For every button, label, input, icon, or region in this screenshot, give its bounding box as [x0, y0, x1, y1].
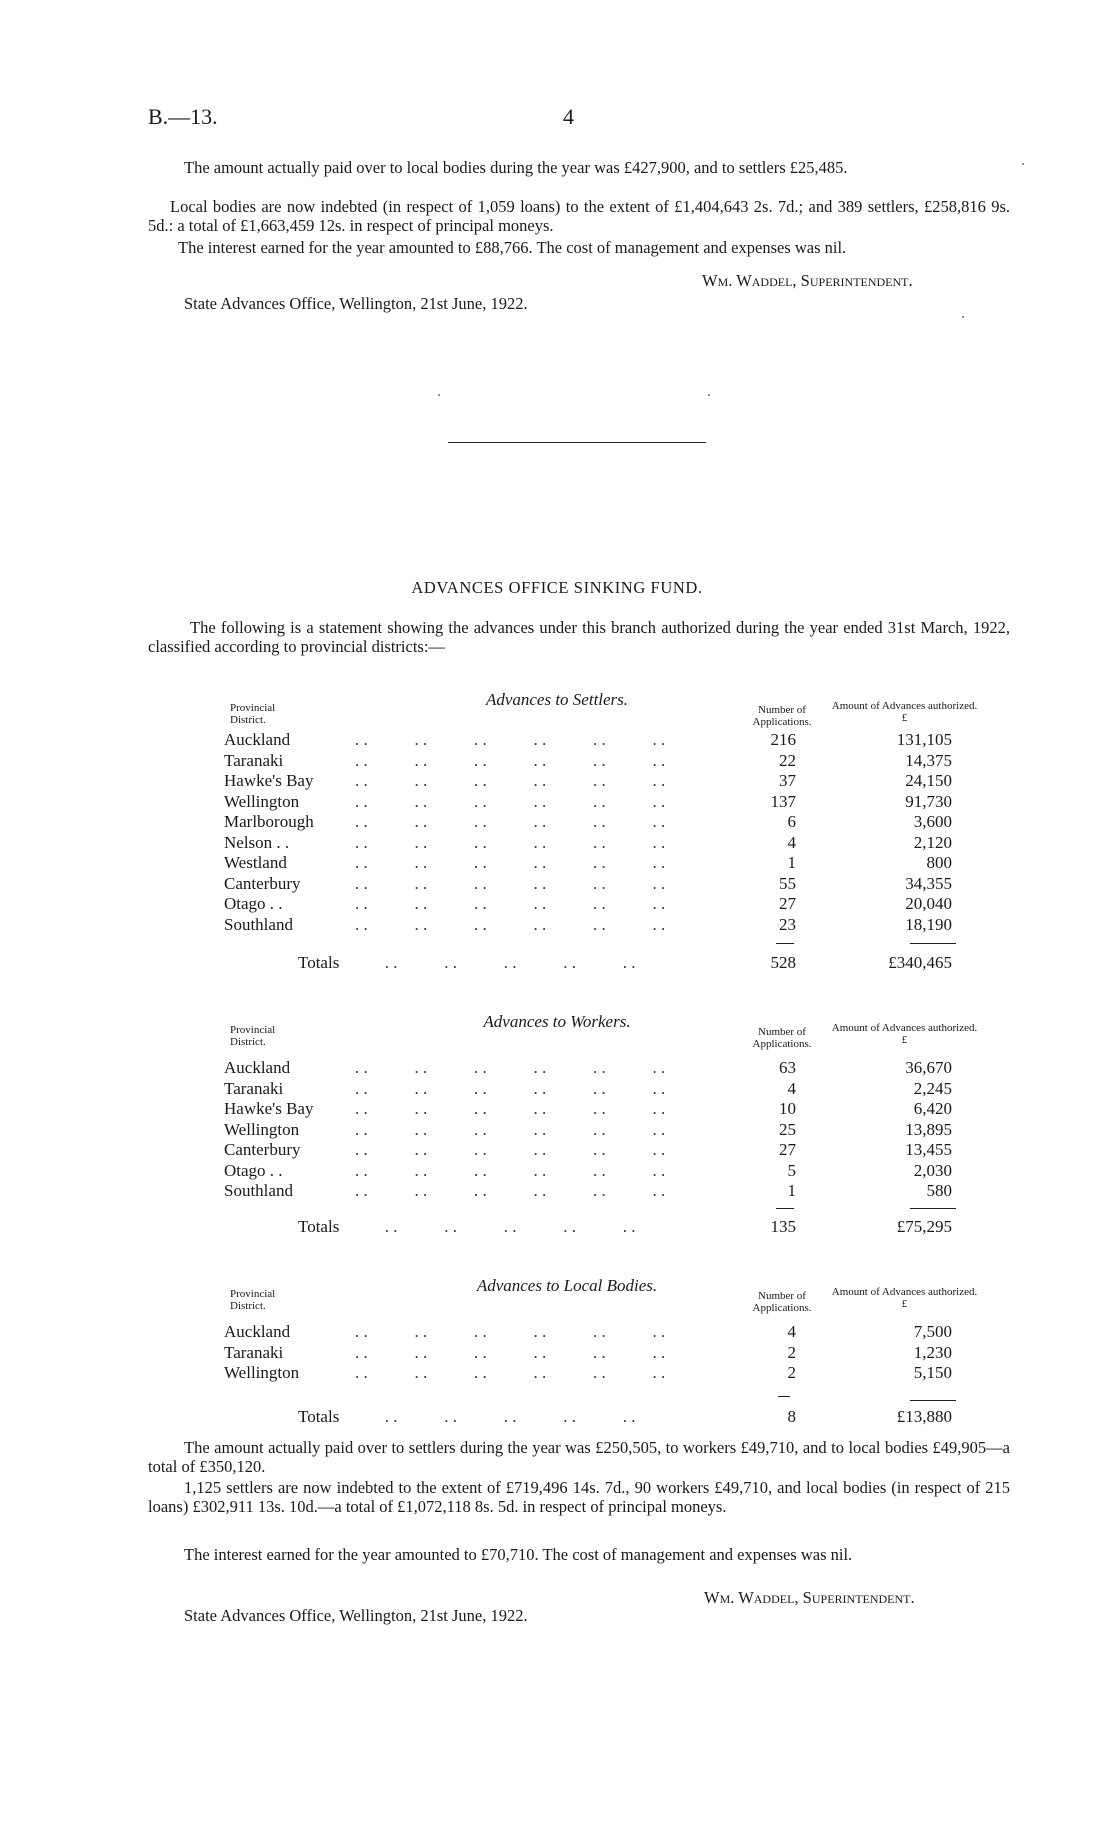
district-name: Taranaki — [224, 1078, 284, 1098]
district-name: Auckland — [224, 1322, 291, 1341]
district-name: Otago . . — [224, 894, 283, 913]
application-count: 27 — [779, 1140, 796, 1159]
section-divider — [448, 442, 706, 443]
totals-number: 8 — [787, 1407, 796, 1426]
application-count: 6 — [787, 812, 796, 831]
application-count: 137 — [770, 791, 796, 811]
paragraph-interest-earned: The interest earned for the year amounted to £88,766. The cost of management and expenses was nil. — [178, 238, 847, 257]
paragraph-paid-local-bodies: The amount actually paid over to local bodies during the year was £427,900, and to settlers £25,485. — [184, 158, 848, 177]
paragraph-interest-earned-bottom: The interest earned for the year amounted to £70,710. The cost of management and expenses was nil. — [184, 1545, 853, 1564]
totals-row: Totals . . . . . . . . . . 135 £75,295 — [298, 1217, 952, 1236]
district-name: Wellington — [224, 1363, 300, 1382]
application-count: 1 — [787, 1181, 796, 1200]
page-number: 4 — [563, 104, 574, 129]
column-header-amount — [827, 700, 982, 724]
total-rule-amount — [910, 943, 956, 944]
advance-amount: 13,895 — [905, 1119, 952, 1139]
totals-number: 528 — [770, 953, 796, 972]
table-settlers — [222, 690, 1002, 980]
district-name: Wellington — [224, 1119, 300, 1139]
totals-label: Totals — [298, 1407, 340, 1426]
currency-symbol: £ — [901, 1298, 908, 1310]
table-row: Auckland . . . . . . . . . . . . 63 36,670 — [224, 1058, 952, 1077]
district-name: Canterbury — [224, 873, 301, 893]
district-name: Westland — [224, 853, 287, 872]
district-name: Marlborough — [224, 812, 314, 831]
table-row: Canterbury . . . . . . . . . . . . 55 34,355 — [224, 873, 952, 893]
speck — [438, 394, 440, 396]
column-header-number: Number of Applications. — [752, 1290, 812, 1314]
advance-amount: 6,420 — [913, 1099, 952, 1118]
application-count: 10 — [779, 1099, 796, 1118]
advance-amount: 34,355 — [905, 873, 952, 893]
totals-label: Totals — [298, 1217, 340, 1236]
table-row: Westland . . . . . . . . . . . . 1 800 — [224, 853, 952, 872]
application-count: 63 — [779, 1058, 796, 1077]
table-row: Wellington . . . . . . . . . . . . 2 5,150 — [224, 1363, 952, 1382]
total-rule-number — [778, 1396, 790, 1397]
table-row: Southland . . . . . . . . . . . . 1 580 — [224, 1181, 952, 1200]
application-count: 25 — [779, 1119, 796, 1139]
speck — [962, 316, 964, 318]
advance-amount: 36,670 — [905, 1058, 952, 1077]
column-header-amount — [827, 1286, 982, 1310]
advance-amount: 18,190 — [905, 914, 952, 934]
advance-amount: 91,730 — [905, 791, 952, 811]
application-count: 4 — [787, 1322, 796, 1341]
table-row: Auckland . . . . . . . . . . . . 4 7,500 — [224, 1322, 952, 1341]
advance-amount: 14,375 — [905, 750, 952, 770]
advance-amount: 20,040 — [905, 894, 952, 913]
total-rule-number — [776, 943, 794, 944]
table-row: Hawke's Bay . . . . . . . . . . . . 37 24,150 — [224, 771, 952, 790]
paragraph-paid-settlers: The amount actually paid over to settlers during the year was £250,505, to workers £49,710, and to local bodies £49,905—a total of £350,120. — [148, 1438, 1010, 1476]
district-name: Otago . . — [224, 1160, 283, 1180]
advance-amount: 2,030 — [913, 1160, 952, 1180]
totals-amount: £13,880 — [896, 1407, 952, 1426]
paragraph-local-bodies-indebted: Local bodies are now indebted (in respect of 1,059 loans) to the extent of £1,404,643 2s. 7d.; and 389 settlers, £258,816 9s. 5d.: a total of £1,663,459 12s. in respect of principal moneys. — [148, 197, 1010, 235]
district-name: Nelson . . — [224, 832, 290, 852]
district-name: Taranaki — [224, 750, 284, 770]
totals-row: Totals . . . . . . . . . . 528 £340,465 — [298, 953, 952, 972]
advance-amount: 800 — [926, 853, 952, 872]
column-header-district: Provincial District. — [230, 1288, 276, 1312]
speck — [708, 394, 710, 396]
table-row: Otago . . . . . . . . . . . . . . 5 2,030 — [224, 1160, 952, 1180]
table-row: Taranaki . . . . . . . . . . . . 2 1,230 — [224, 1342, 952, 1362]
office-date: State Advances Office, Wellington, 21st June, 1922. — [184, 294, 528, 313]
table-row: Hawke's Bay . . . . . . . . . . . . 10 6,420 — [224, 1099, 952, 1118]
column-header-number: Number of Applications. — [752, 1026, 812, 1050]
column-header-district: Provincial District. — [230, 1024, 276, 1048]
column-header-amount-label: Amount of Advances authorized. — [831, 700, 978, 712]
table-row: Wellington . . . . . . . . . . . . 137 91,730 — [224, 791, 952, 811]
table-rows — [222, 1058, 1002, 1202]
table-row: Marlborough . . . . . . . . . . . . 6 3,600 — [224, 812, 952, 831]
table-rows — [222, 1322, 1002, 1384]
district-name: Canterbury — [224, 1140, 301, 1159]
advance-amount: 1,230 — [913, 1342, 952, 1362]
total-rule-number — [776, 1208, 794, 1209]
district-name: Wellington — [224, 791, 300, 811]
currency-symbol: £ — [901, 1034, 908, 1046]
signature: Wm. Waddel, Superintendent. — [702, 271, 913, 290]
total-rule-amount — [910, 1208, 956, 1209]
application-count: 216 — [770, 730, 796, 749]
application-count: 2 — [787, 1363, 796, 1382]
table-row: Canterbury . . . . . . . . . . . . 27 13,455 — [224, 1140, 952, 1159]
application-count: 4 — [787, 832, 796, 852]
table-local-bodies — [222, 1276, 1002, 1436]
totals-amount: £75,295 — [896, 1217, 952, 1236]
table-row: Southland . . . . . . . . . . . . 23 18,190 — [224, 914, 952, 934]
totals-number: 135 — [770, 1217, 796, 1236]
advance-amount: 7,500 — [913, 1322, 952, 1341]
application-count: 27 — [779, 894, 796, 913]
table-row: Auckland . . . . . . . . . . . . 216 131,105 — [224, 730, 952, 749]
signature-bottom: Wm. Waddel, Superintendent. — [704, 1588, 915, 1607]
advance-amount: 2,120 — [913, 832, 952, 852]
district-name: Auckland — [224, 1058, 291, 1077]
column-header-amount — [827, 1022, 982, 1046]
table-workers — [222, 1012, 1002, 1242]
section-intro: The following is a statement showing the advances under this branch authorized during the year ended 31st March, 1922, classified according to provincial districts:— — [148, 618, 1010, 656]
district-name: Southland — [224, 1181, 293, 1200]
advance-amount: 580 — [926, 1181, 952, 1200]
district-name: Southland — [224, 914, 293, 934]
office-date-bottom: State Advances Office, Wellington, 21st June, 1922. — [184, 1606, 528, 1625]
table-caption: Advances to Workers. — [483, 1012, 631, 1031]
table-caption: Advances to Local Bodies. — [476, 1276, 658, 1295]
column-header-number: Number of Applications. — [752, 704, 812, 728]
totals-row: Totals . . . . . . . . . . 8 £13,880 — [298, 1407, 952, 1426]
total-rule-amount — [910, 1400, 956, 1401]
advance-amount: 131,105 — [896, 730, 952, 749]
advance-amount: 24,150 — [905, 771, 952, 790]
totals-label: Totals — [298, 953, 340, 972]
column-header-amount-label: Amount of Advances authorized. — [831, 1286, 978, 1298]
application-count: 55 — [779, 873, 796, 893]
table-row: Nelson . . . . . . . . . . . . . . 4 2,120 — [224, 832, 952, 852]
table-row: Otago . . . . . . . . . . . . . . 27 20,040 — [224, 894, 952, 913]
table-row: Taranaki . . . . . . . . . . . . 4 2,245 — [224, 1078, 952, 1098]
table-rows — [222, 730, 1002, 935]
currency-symbol: £ — [901, 712, 908, 724]
application-count: 2 — [787, 1342, 796, 1362]
advance-amount: 2,245 — [913, 1078, 952, 1098]
application-count: 5 — [787, 1160, 796, 1180]
paragraph-settlers-indebted: 1,125 settlers are now indebted to the extent of £719,496 14s. 7d., 90 workers £49,710, and local bodies (in respect of 215 loans) £302,911 13s. 10d.—a total of £1,072,118 8s. 5d. in respect of principal moneys. — [148, 1478, 1010, 1516]
application-count: 37 — [779, 771, 796, 790]
application-count: 1 — [787, 853, 796, 872]
application-count: 22 — [779, 750, 796, 770]
column-header-amount-label: Amount of Advances authorized. — [831, 1022, 978, 1034]
table-caption: Advances to Settlers. — [485, 690, 629, 709]
advance-amount: 5,150 — [913, 1363, 952, 1382]
application-count: 23 — [779, 914, 796, 934]
advance-amount: 13,455 — [905, 1140, 952, 1159]
table-row: Taranaki . . . . . . . . . . . . 22 14,375 — [224, 750, 952, 770]
application-count: 4 — [787, 1078, 796, 1098]
table-row: Wellington . . . . . . . . . . . . 25 13,895 — [224, 1119, 952, 1139]
district-name: Taranaki — [224, 1342, 284, 1362]
column-header-district: Provincial District. — [230, 702, 276, 726]
section-title: ADVANCES OFFICE SINKING FUND. — [411, 578, 703, 597]
district-name: Auckland — [224, 730, 291, 749]
district-name: Hawke's Bay — [224, 1099, 314, 1118]
district-name: Hawke's Bay — [224, 771, 314, 790]
document-reference: B.—13. — [148, 104, 218, 129]
totals-amount: £340,465 — [888, 953, 952, 972]
advance-amount: 3,600 — [913, 812, 952, 831]
speck — [1022, 163, 1024, 165]
